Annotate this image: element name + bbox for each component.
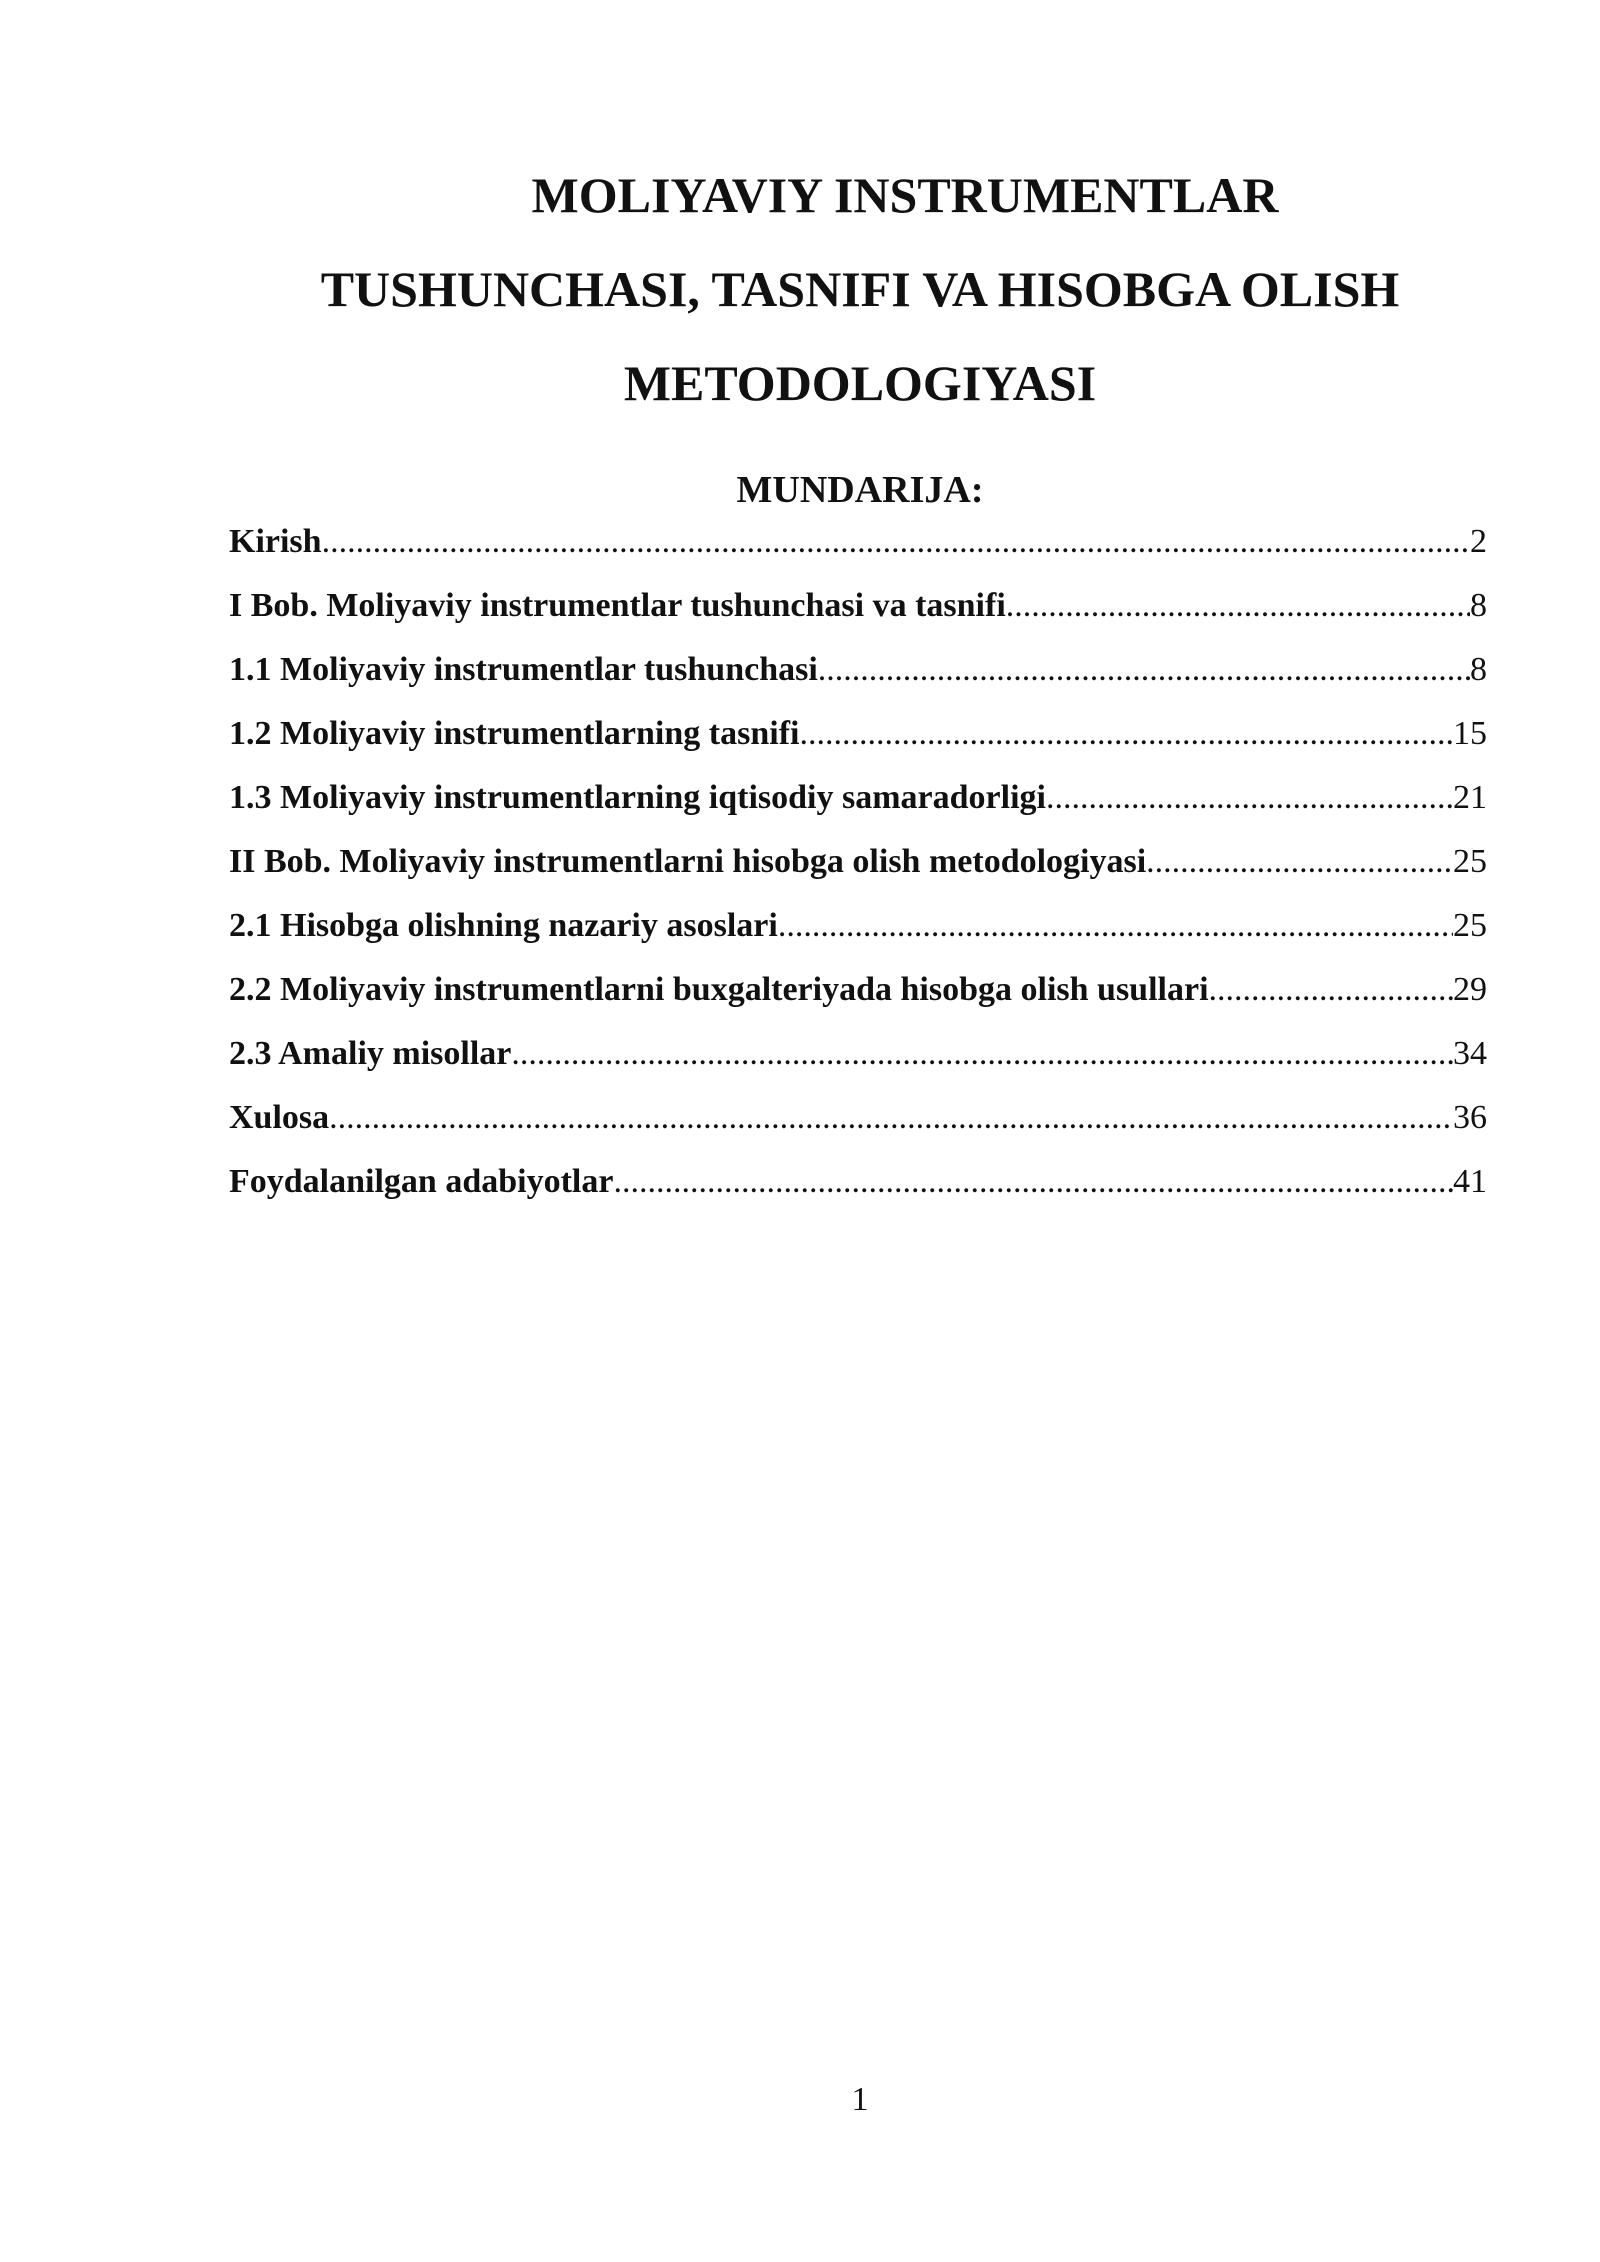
- toc-dot-leader: [1046, 768, 1453, 828]
- toc-entry[interactable]: [229, 768, 1487, 832]
- toc-entry-label: Xulosa: [229, 1099, 330, 1136]
- toc-entry[interactable]: [229, 512, 1487, 576]
- toc-dot-leader: [799, 704, 1453, 764]
- toc-entry[interactable]: [229, 1152, 1487, 1216]
- table-of-contents: [229, 512, 1487, 1216]
- toc-heading: MUNDARIJA:: [736, 469, 984, 511]
- toc-entry[interactable]: [229, 576, 1487, 640]
- toc-dot-leader: [1006, 576, 1470, 636]
- toc-entry-page: 25: [1453, 907, 1487, 944]
- toc-entry-label: 1.3 Moliyaviy instrumentlarning iqtisodiy samaradorligi: [229, 779, 1046, 816]
- page-number: 1: [851, 2081, 869, 2118]
- toc-entry-label: 2.3 Amaliy misollar: [229, 1035, 512, 1072]
- toc-entry[interactable]: [229, 640, 1487, 704]
- toc-dot-leader: [818, 640, 1470, 700]
- toc-dot-leader: [1209, 960, 1453, 1020]
- title-line: MOLIYAVIY INSTRUMENTLAR: [531, 167, 1279, 223]
- title-line: METODOLOGIYASI: [623, 355, 1097, 411]
- toc-entry-label: 2.2 Moliyaviy instrumentlarni buxgalteriyada hisobga olish usullari: [229, 971, 1209, 1008]
- toc-entry[interactable]: [229, 704, 1487, 768]
- toc-entry-label: I Bob. Moliyaviy instrumentlar tushunchasi va tasnifi: [229, 587, 1006, 624]
- title-line: TUSHUNCHASI, TASNIFI VA HISOBGA OLISH: [320, 261, 1400, 317]
- toc-entry-page: 36: [1453, 1099, 1487, 1136]
- toc-entry-label: 1.2 Moliyaviy instrumentlarning tasnifi: [229, 715, 800, 752]
- toc-entry-page: 41: [1453, 1163, 1487, 1200]
- toc-dot-leader: [613, 1152, 1453, 1212]
- document-title: [250, 148, 1470, 430]
- toc-entry-page: 25: [1453, 843, 1487, 880]
- toc-entry-page: 8: [1470, 651, 1487, 688]
- toc-entry-page: 15: [1453, 715, 1487, 752]
- toc-entry-label: Kirish: [229, 523, 322, 560]
- toc-entry[interactable]: [229, 1088, 1487, 1152]
- toc-entry-label: 1.1 Moliyaviy instrumentlar tushunchasi: [229, 651, 818, 688]
- toc-entry[interactable]: [229, 832, 1487, 896]
- toc-entry-label: 2.1 Hisobga olishning nazariy asoslari: [229, 907, 778, 944]
- toc-entry-page: 8: [1470, 587, 1487, 624]
- toc-entry-label: II Bob. Moliyaviy instrumentlarni hisobga olish metodologiyasi: [229, 843, 1147, 880]
- toc-entry[interactable]: [229, 1024, 1487, 1088]
- toc-entry-page: 29: [1453, 971, 1487, 1008]
- toc-entry-page: 2: [1470, 523, 1487, 560]
- toc-entry[interactable]: [229, 960, 1487, 1024]
- toc-dot-leader: [1146, 832, 1453, 892]
- toc-entry[interactable]: [229, 896, 1487, 960]
- toc-entry-label: Foydalanilgan adabiyotlar: [229, 1163, 614, 1200]
- toc-dot-leader: [778, 896, 1453, 956]
- toc-dot-leader: [322, 512, 1470, 572]
- toc-dot-leader: [511, 1024, 1453, 1084]
- toc-dot-leader: [329, 1088, 1453, 1148]
- toc-entry-page: 34: [1453, 1035, 1487, 1072]
- toc-entry-page: 21: [1453, 779, 1487, 816]
